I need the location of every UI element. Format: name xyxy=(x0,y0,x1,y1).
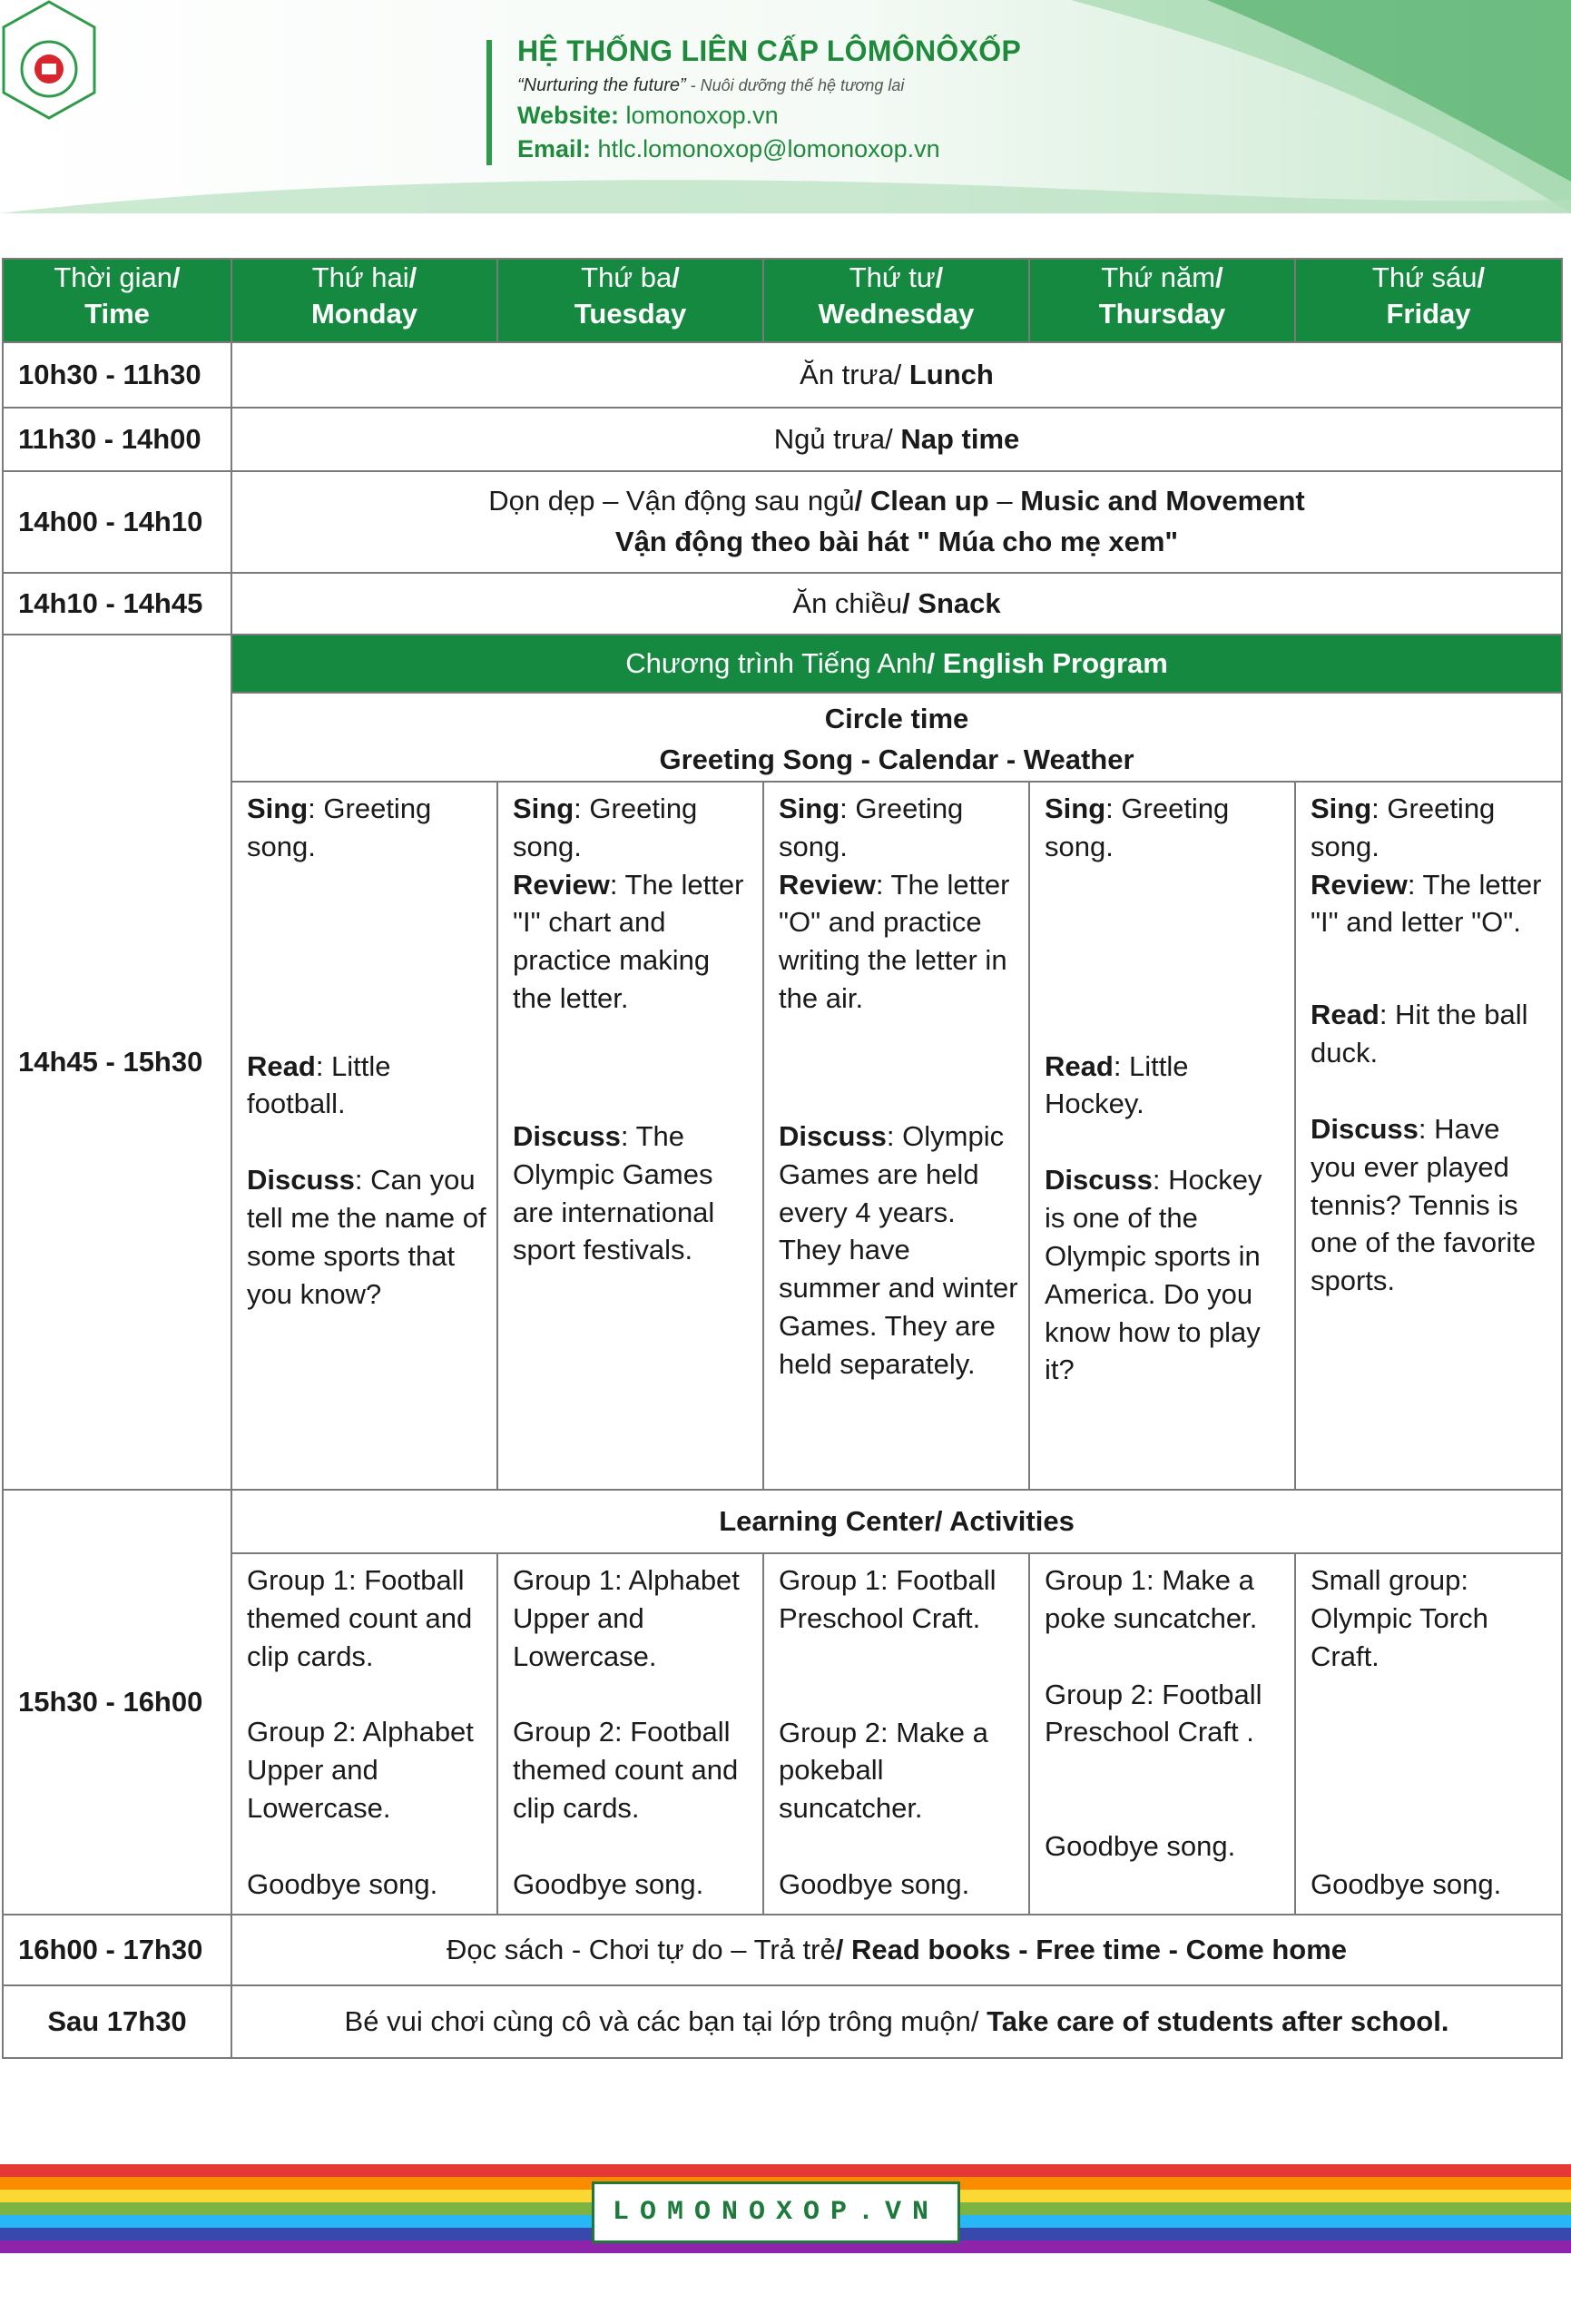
row-circle-time xyxy=(3,693,1562,782)
header-thursday: Thứ năm/ Thursday xyxy=(1029,259,1295,342)
footer-brand-box xyxy=(592,2181,960,2243)
row-cleanup xyxy=(3,471,1562,573)
row-after-school xyxy=(3,1985,1562,2058)
header-time: Thời gian/ Time xyxy=(3,259,231,342)
english-program-bar: Chương trình Tiếng Anh/ English Program xyxy=(231,635,1562,693)
learning-center-title: Learning Center/ Activities xyxy=(231,1490,1562,1553)
header-tuesday: Thứ ba/ Tuesday xyxy=(497,259,763,342)
time-cell: 10h30 - 11h30 xyxy=(3,342,231,408)
page-header xyxy=(0,0,1571,213)
time-cell: 15h30 - 16h00 xyxy=(3,1490,231,1915)
tagline xyxy=(517,75,1334,96)
website-line xyxy=(517,102,1334,130)
lunch-cell: Ăn trưa/ Lunch xyxy=(231,342,1562,408)
row-nap xyxy=(3,408,1562,471)
time-cell: 14h00 - 14h10 xyxy=(3,471,231,573)
row-english-days xyxy=(3,782,1562,1490)
cleanup-cell: Dọn dẹp – Vận động sau ngủ/ Clean up – Music and Movement Vận động theo bài hát " Múa cho mẹ xem" xyxy=(231,471,1562,573)
stripe-red xyxy=(0,2164,1571,2177)
header-monday: Thứ hai/ Monday xyxy=(231,259,497,342)
learning-tuesday: Group 1: Alphabet Upper and Lowercase. Group 2: Football themed count and clip cards. Goodbye song. xyxy=(497,1553,763,1915)
row-english-program xyxy=(3,635,1562,693)
time-cell: Sau 17h30 xyxy=(3,1985,231,2058)
row-learning-days xyxy=(3,1553,1562,1915)
read-books-cell: Đọc sách - Chơi tự do – Trả trẻ/ Read books - Free time - Come home xyxy=(231,1915,1562,1985)
schedule-table xyxy=(2,258,1563,2059)
nap-cell: Ngủ trưa/ Nap time xyxy=(231,408,1562,471)
row-learning-center xyxy=(3,1490,1562,1553)
english-wednesday: Sing: Greeting song. Review: The letter "O" and practice writing the letter in the air. Discuss: Olympic Games are held every 4 years. They have summer and winter Games. They are held separately. xyxy=(763,782,1029,1490)
tagline-en: “Nurturing the future” xyxy=(517,75,686,95)
learning-friday: Small group: Olympic Torch Craft. Goodbye song. xyxy=(1295,1553,1562,1915)
email-link[interactable]: htlc.lomonoxop@lomonoxop.vn xyxy=(597,135,940,162)
header-divider xyxy=(486,40,492,165)
snack-cell: Ăn chiều/ Snack xyxy=(231,573,1562,635)
email-line xyxy=(517,135,1334,163)
email-label: Email: xyxy=(517,135,592,162)
website-label: Website: xyxy=(517,102,620,129)
website-link[interactable]: lomonoxop.vn xyxy=(625,102,779,129)
time-cell: 16h00 - 17h30 xyxy=(3,1915,231,1985)
english-tuesday: Sing: Greeting song. Review: The letter "I" chart and practice making the letter. Discuss: The Olympic Games are international sport festivals. xyxy=(497,782,763,1490)
tagline-vn: - Nuôi dưỡng thế hệ tương lai xyxy=(685,76,905,94)
time-cell: 14h45 - 15h30 xyxy=(3,635,231,1490)
time-cell: 14h10 - 14h45 xyxy=(3,573,231,635)
footer-brand[interactable]: LOMONOXOP.VN xyxy=(612,2197,940,2228)
circle-time-cell: Circle time Greeting Song - Calendar - Weather xyxy=(231,693,1562,782)
school-logo-icon xyxy=(0,0,98,120)
time-cell: 11h30 - 14h00 xyxy=(3,408,231,471)
header-wednesday: Thứ tư/ Wednesday xyxy=(763,259,1029,342)
row-lunch xyxy=(3,342,1562,408)
english-thursday: Sing: Greeting song. Read: Little Hockey. Discuss: Hockey is one of the Olympic sports in America. Do you know how to play it? xyxy=(1029,782,1295,1490)
learning-monday: Group 1: Football themed count and clip cards. Group 2: Alphabet Upper and Lowercase. Goodbye song. xyxy=(231,1553,497,1915)
learning-wednesday: Group 1: Football Preschool Craft. Group 2: Make a pokeball suncatcher. Goodbye song. xyxy=(763,1553,1029,1915)
english-monday: Sing: Greeting song. Read: Little football. Discuss: Can you tell me the name of some sports that you know? xyxy=(231,782,497,1490)
row-snack xyxy=(3,573,1562,635)
header-row xyxy=(3,259,1562,342)
english-friday: Sing: Greeting song. Review: The letter "I" and letter "O". Read: Hit the ball duck. Discuss: Have you ever played tennis? Tennis is one of the favorite sports. xyxy=(1295,782,1562,1490)
header-friday: Thứ sáu/ Friday xyxy=(1295,259,1562,342)
after-school-cell: Bé vui chơi cùng cô và các bạn tại lớp trông muộn/ Take care of students after school. xyxy=(231,1985,1562,2058)
header-text xyxy=(517,34,1334,163)
learning-thursday: Group 1: Make a poke suncatcher. Group 2: Football Preschool Craft . Goodbye song. xyxy=(1029,1553,1295,1915)
row-read-books xyxy=(3,1915,1562,1985)
school-title: HỆ THỐNG LIÊN CẤP LÔMÔNÔXỐP xyxy=(517,34,1022,67)
